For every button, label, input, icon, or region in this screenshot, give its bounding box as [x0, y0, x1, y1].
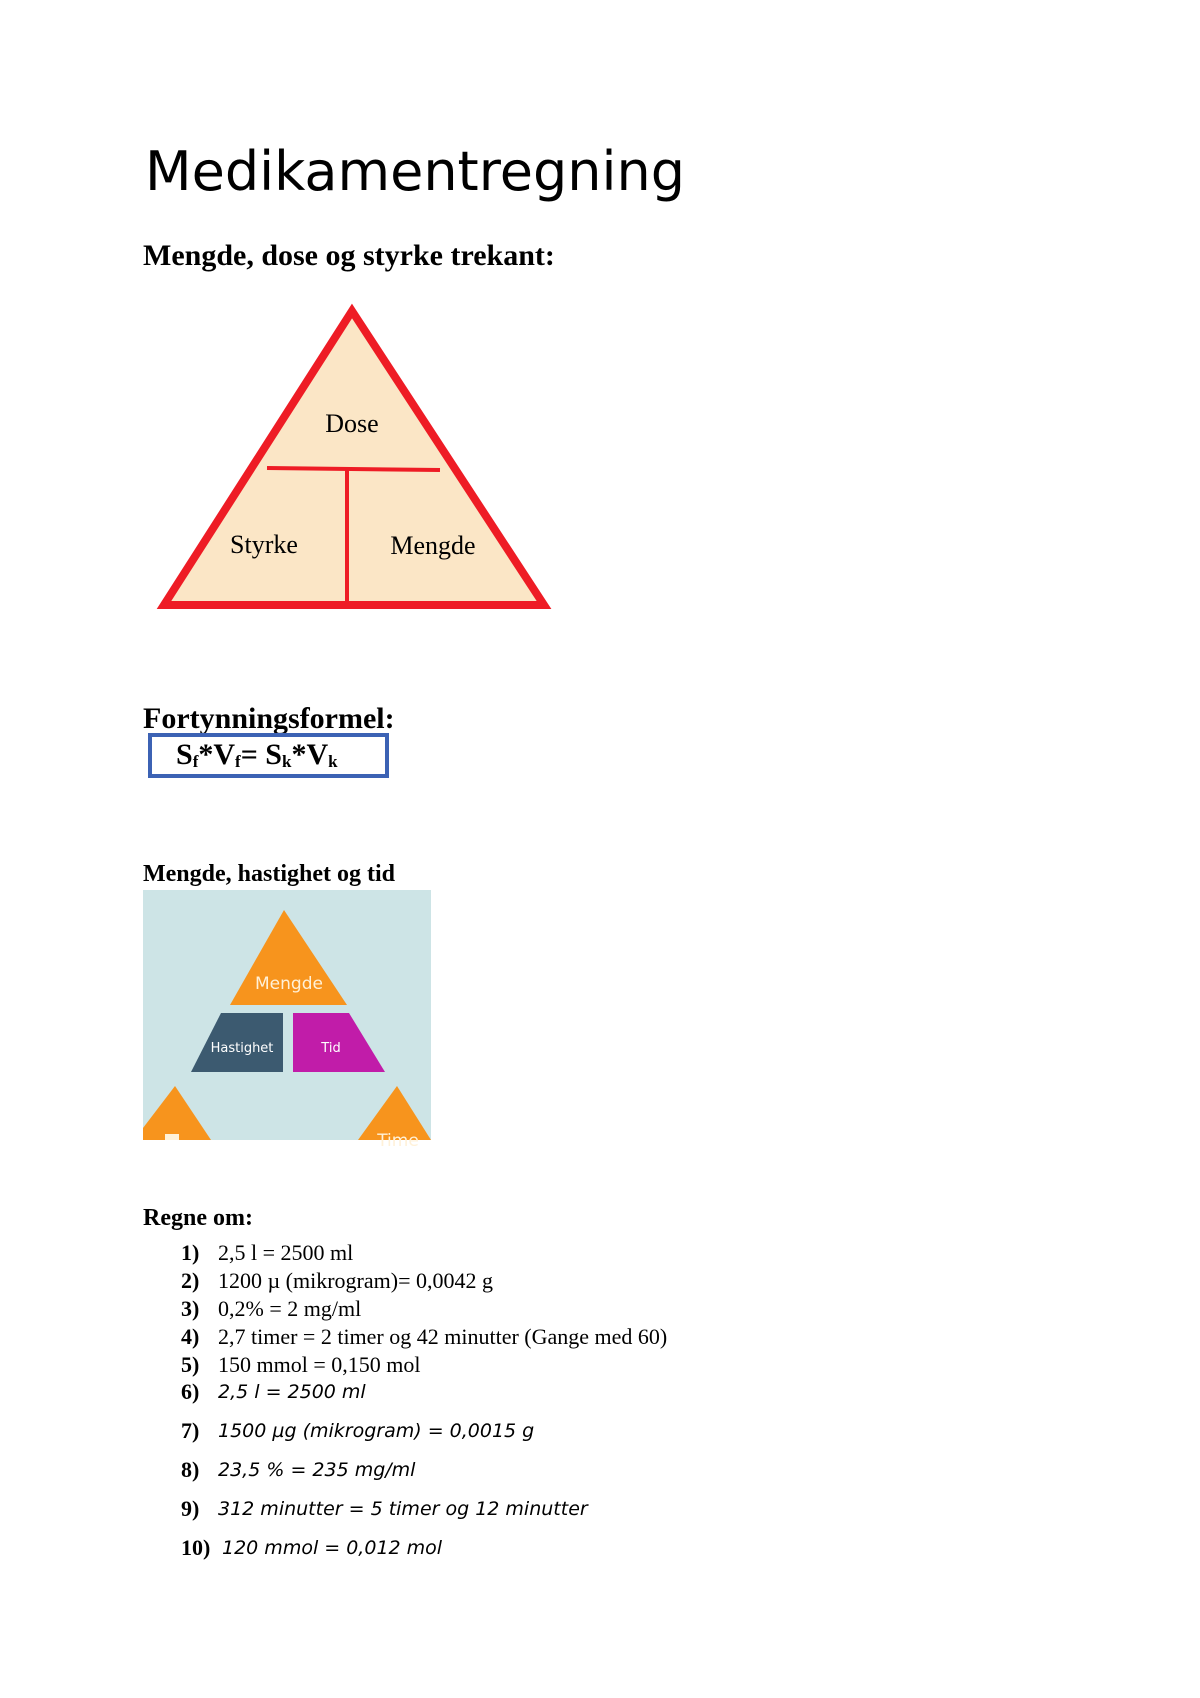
page-title: Medikamentregning [145, 140, 685, 203]
triangle-heading: Mengde, dose og styrke trekant: [143, 239, 555, 272]
list-item-text: 2,5 l = 2500 ml [218, 1381, 366, 1403]
dose-triangle-horizontal-divider [267, 468, 440, 470]
list-item-text: 1500 µg (mikrogram) = 0,0015 g [218, 1420, 535, 1442]
list-item-number: 10) [181, 1535, 211, 1560]
list-item-number: 8) [181, 1457, 200, 1482]
list-item-number: 3) [181, 1296, 200, 1321]
convert-heading: Regne om: [143, 1205, 253, 1231]
list-item-number: 5) [181, 1352, 200, 1377]
dose-triangle-diagram [155, 300, 555, 620]
list-item-number: 2) [181, 1268, 200, 1293]
list-item-text: 2,7 timer = 2 timer og 42 minutter (Gange med 60) [218, 1324, 668, 1349]
dilution-heading: Fortynningsformel: [143, 702, 395, 735]
rate-triangle-image [143, 890, 431, 1151]
list-item-number: 4) [181, 1324, 200, 1349]
list-item-text: 150 mmol = 0,150 mol [218, 1352, 421, 1377]
list-item-number: 7) [181, 1418, 200, 1443]
list-item-text: 120 mmol = 0,012 mol [222, 1537, 443, 1559]
dose-label: Dose [325, 409, 379, 438]
hastighet-label: Hastighet [210, 1041, 274, 1056]
corner-left-glyph [165, 1134, 179, 1140]
list-item-text: 2,5 l = 2500 ml [218, 1240, 354, 1265]
rate-heading: Mengde, hastighet og tid [143, 861, 395, 887]
rate-mengde-label: Mengde [255, 974, 323, 994]
list-item-text: 0,2% = 2 mg/ml [218, 1296, 362, 1321]
list-item-text: 312 minutter = 5 timer og 12 minutter [218, 1498, 588, 1520]
styrke-label: Styrke [230, 530, 298, 559]
tid-label: Tid [321, 1041, 341, 1056]
mengde-label: Mengde [390, 531, 476, 560]
dilution-formula: $S_f*V_f= S_k*V_k$ [176, 738, 338, 771]
list-item-number: 9) [181, 1496, 200, 1521]
list-item-number: 1) [181, 1240, 200, 1265]
list-item-text: 23,5 % = 235 mg/ml [218, 1459, 416, 1481]
list-item-text: 1200 µ (mikrogram)= 0,0042 g [218, 1268, 493, 1293]
list-item-number: 6) [181, 1379, 200, 1404]
time-label: Time [377, 1131, 419, 1151]
dose-triangle-shape [164, 311, 544, 605]
